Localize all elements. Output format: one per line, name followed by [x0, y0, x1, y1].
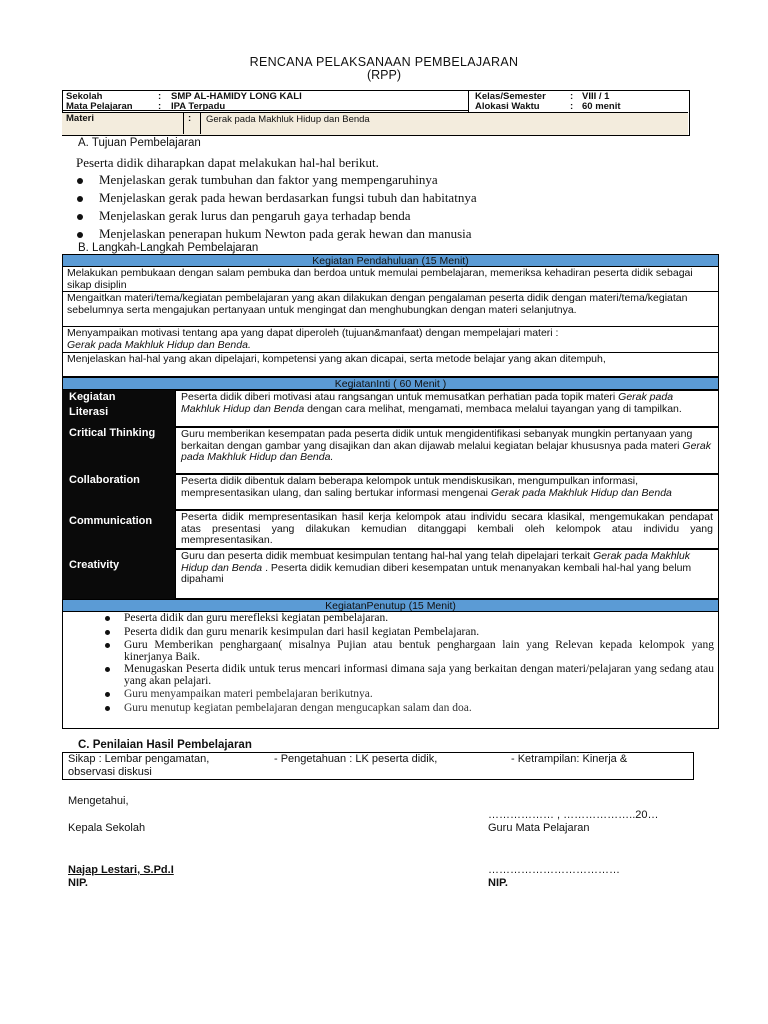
materi-label: Materi [66, 113, 94, 124]
colon: : [158, 91, 162, 102]
penutup-item: Peserta didik dan guru merefleksi kegiatan pembelajaran. [124, 612, 389, 624]
creativity-cell: Guru dan peserta didik membuat kesimpulan tentang hal-hal yang telah dipelajari terkait Gerak pada Makhluk Hidup dan Benda . Peserta didik kemudian diberi kesempatan untuk menanyakan kembali hal-hal yang belum dipahami [175, 549, 719, 599]
nip-left: NIP. [68, 877, 88, 889]
penutup-item: Menugaskan Peserta didik untuk terus mencari informasi dimana saja yang berkaitan dengan materi/pelajaran yang sedang atau yang akan pelajari. [124, 663, 714, 687]
page-title: RENCANA PELAKSANAAN PEMBELAJARAN [249, 55, 519, 69]
kelas-label: Kelas/Semester [475, 91, 546, 102]
bullet-icon [77, 232, 83, 238]
section-a-title: A. Tujuan Pembelajaran [78, 137, 201, 149]
penutup-item: Peserta didik dan guru menarik kesimpulan dari hasil kegiatan Pembelajaran. [124, 626, 480, 638]
section-c-title: C. Penilaian Hasil Pembelajaran [78, 739, 252, 751]
colon: : [158, 101, 162, 112]
objective-item: Menjelaskan gerak pada hewan berdasarkan fungsi tubuh dan habitatnya [99, 190, 477, 205]
guru-label: Guru Mata Pelajaran [488, 822, 590, 834]
collaboration-cell: Peserta didik dibentuk dalam beberapa kelompok untuk mendiskusikan, mengumpulkan informasi, mempresentasikan ulang, dan saling bertukar informasi mengenai Gerak pada Makhluk Hidup dan Benda [175, 474, 719, 510]
penutup-item: Guru menyampaikan materi pembelajaran berikutnya. [124, 688, 373, 700]
sekolah-label: Sekolah [66, 91, 103, 102]
assessment-keterampilan: - Ketrampilan: Kinerja & [511, 753, 628, 765]
bullet-icon [105, 643, 110, 648]
mapel-label: Mata Pelajaran [66, 101, 133, 112]
date-line: ……………… , ………………..20… [488, 809, 659, 821]
header-materi-row [62, 112, 688, 135]
pendahuluan-row: Mengaitkan materi/tema/kegiatan pembelajaran yang akan dilakukan dengan pengalaman peserta didik dengan materi/tema/kegiatan sebelumnya serta mengajukan pertanyaan untuk mengingat dan menghubungkan dengan materi selanjutnya. [62, 292, 719, 327]
header-divider [200, 112, 201, 134]
bullet-icon [105, 630, 110, 635]
colon: : [188, 113, 192, 124]
materi-value: Gerak pada Makhluk Hidup dan Benda [206, 114, 370, 125]
objective-item: Menjelaskan gerak tumbuhan dan faktor yang mempengaruhinya [99, 172, 438, 187]
pendahuluan-row: Melakukan pembukaan dengan salam pembuka dan berdoa untuk memulai pembelajaran, memeriksa kehadiran peserta didik sebagai sikap disiplin [62, 267, 719, 292]
mapel-value: IPA Terpadu [171, 101, 226, 112]
colon: : [570, 101, 574, 112]
pendahuluan-header: Kegiatan Pendahuluan (15 Menit) [62, 254, 719, 267]
kepala-sekolah-name: Najap Lestari, S.Pd.I [68, 864, 174, 876]
literasi-cell: Peserta didik diberi motivasi atau rangsangan untuk memusatkan perhatian pada topik materi Gerak pada Makhluk Hidup dan Benda dengan cara melihat, mengamati, membaca melalui tayangan yang di tampilkan. [175, 390, 719, 427]
communication-cell: Peserta didik mempresentasikan hasil kerja kelompok atau individu secara klasikal, mengemukakan pendapat atas presentasi yang dilakukan kemudian ditanggapi kembali oleh kelompok atau individu yang mempresentasikan. [175, 510, 719, 549]
alokasi-value: 60 menit [582, 101, 621, 112]
pendahuluan-text-italic: Gerak pada Makhluk Hidup dan Benda. [67, 338, 251, 351]
bullet-icon [105, 667, 110, 672]
section-a-intro: Peserta didik diharapkan dapat melakukan hal-hal berikut. [76, 155, 379, 170]
label-communication: Communication [69, 515, 153, 527]
objective-item: Menjelaskan penerapan hukum Newton pada gerak hewan dan manusia [99, 226, 472, 241]
header-divider [183, 112, 184, 134]
pendahuluan-row [62, 327, 719, 353]
assessment-observasi: observasi diskusi [68, 766, 152, 778]
page-subtitle: (RPP) [366, 68, 402, 82]
bullet-icon [105, 706, 110, 711]
nip-right: NIP. [488, 877, 508, 889]
critical-thinking-cell: Guru memberikan kesempatan pada peserta didik untuk mengidentifikasi sebanyak mungkin pertanyaan yang berkaitan dengan gambar yang disajikan dan akan dijawab melalui kegiatan belajar khususnya pada materi Gerak pada Makhluk Hidup dan Benda. [175, 427, 719, 474]
pendahuluan-text: Menyampaikan motivasi tentang apa yang dapat diperoleh (tujuan&manfaat) dengan mempelajari materi : [67, 327, 559, 339]
assessment-sikap: Sikap : Lembar pengamatan, [68, 753, 210, 765]
bullet-icon [77, 196, 83, 202]
alokasi-label: Alokasi Waktu [475, 101, 540, 112]
bullet-icon [105, 616, 110, 621]
kepala-sekolah-label: Kepala Sekolah [68, 822, 146, 834]
penutup-header: KegiatanPenutup (15 Menit) [62, 599, 719, 612]
assessment-pengetahuan: - Pengetahuan : LK peserta didik, [274, 753, 438, 765]
pendahuluan-row: Menjelaskan hal-hal yang akan dipelajari, kompetensi yang akan dicapai, serta metode belajar yang akan ditempuh, [62, 353, 719, 377]
bullet-icon [105, 692, 110, 697]
section-b-title: B. Langkah-Langkah Pembelajaran [78, 242, 259, 254]
penutup-item: Guru Memberikan penghargaan( misalnya Pujian atau bentuk penghargaan lain yang Relevan kepada kelompok yang kinerjanya Baik. [124, 639, 714, 663]
mengetahui-label: Mengetahui, [68, 795, 129, 807]
colon: : [570, 91, 574, 102]
kelas-value: VIII / 1 [582, 91, 610, 102]
label-kegiatan: Kegiatan Literasi [69, 391, 116, 418]
inti-header: KegiatanInti ( 60 Menit ) [62, 377, 719, 390]
label-creativity: Creativity [69, 559, 120, 571]
sekolah-value: SMP AL-HAMIDY LONG KALI [171, 91, 302, 102]
header-divider [468, 90, 469, 112]
bullet-icon [77, 178, 83, 184]
bullet-icon [77, 214, 83, 220]
objective-item: Menjelaskan gerak lurus dan pengaruh gaya terhadap benda [99, 208, 411, 223]
penutup-item: Guru menutup kegiatan pembelajaran dengan mengucapkan salam dan doa. [124, 702, 472, 714]
guru-name: ……………………………… [488, 864, 620, 876]
label-collaboration: Collaboration [69, 474, 140, 486]
label-critical-thinking: Critical Thinking [69, 427, 156, 439]
